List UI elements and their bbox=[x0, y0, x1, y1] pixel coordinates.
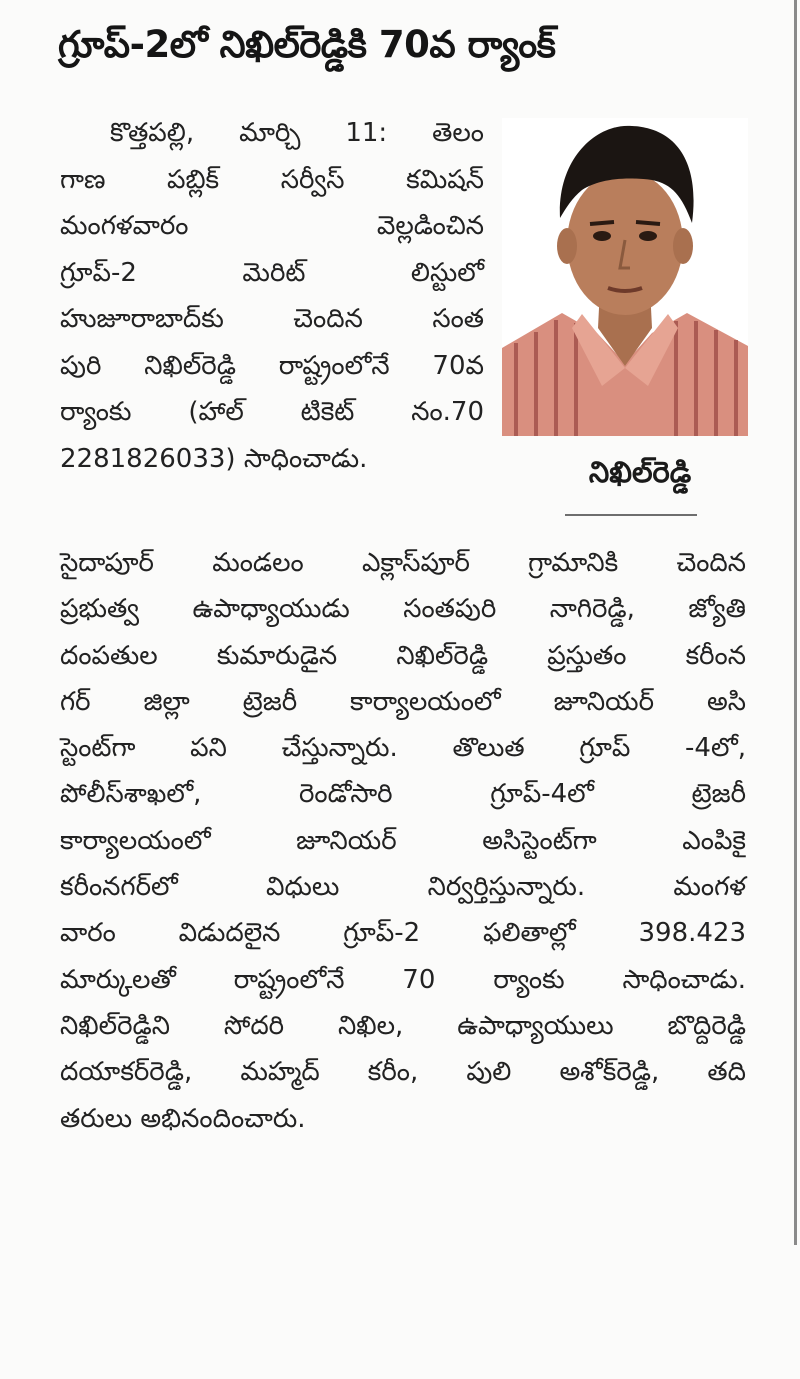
lead-line: హుజూరాబాద్‌కు చెందిన సంత bbox=[60, 304, 484, 334]
lead-line: మంగళవారం వెల్లడించిన bbox=[60, 211, 484, 241]
body-line: పోలీస్‌శాఖలో, రెండోసారి గ్రూప్-4లో ట్రెజరీ bbox=[60, 779, 746, 810]
lead-line: 2281826033) సాధించాడు. bbox=[60, 443, 368, 474]
body-line: దంపతుల కుమారుడైన నిఖిల్‌రెడ్డి ప్రస్తుతం కరీంన bbox=[60, 640, 746, 671]
body-line: గర్ జిల్లా ట్రెజరీ కార్యాలయంలో జూనియర్ అసి bbox=[60, 686, 746, 717]
lead-line: ర్యాంకు (హాల్ టికెట్ నం.70 bbox=[60, 397, 484, 427]
body-line: సైదాపూర్ మండలం ఎక్లాస్‌పూర్ గ్రామానికి చెందిన bbox=[60, 548, 746, 578]
body-line: తరులు అభినందించారు. bbox=[60, 1103, 306, 1134]
body-line: ప్రభుత్వ ఉపాధ్యాయుడు సంతపురి నాగిరెడ్డి, జ్యోతి bbox=[60, 594, 746, 625]
column-rule bbox=[794, 0, 797, 1245]
body-line: వారం విడుదలైన గ్రూప్-2 ఫలితాల్లో 398.423 bbox=[60, 918, 746, 949]
headline: గ్రూప్-2లో నిఖిల్‌రెడ్డికి 70వ ర్యాంక్ bbox=[58, 23, 556, 66]
body-line: నిఖిల్‌రెడ్డిని సోదరి నిఖిల, ఉపాధ్యాయులు బొద్దిరెడ్డి bbox=[60, 1010, 746, 1041]
portrait-photo bbox=[502, 118, 748, 436]
body-line: కార్యాలయంలో జూనియర్ అసిస్టెంట్‌గా ఎంపికై bbox=[60, 825, 746, 856]
body-line: దయాకర్‌రెడ్డి, మహ్మద్ కరీం, పులి అశోక్‌రెడ్డి, తది bbox=[60, 1057, 746, 1088]
body-line: కరీంనగర్‌లో విధులు నిర్వర్తిస్తున్నారు. మంగళ bbox=[60, 872, 746, 903]
lead-line: గ్రూప్-2 మెరిట్ లిస్టులో bbox=[60, 257, 484, 288]
portrait-illustration bbox=[502, 118, 748, 436]
body-line: మార్కులతో రాష్ట్రంలోనే 70 ర్యాంకు సాధించాడు. bbox=[60, 964, 746, 995]
body-line: స్టెంట్‌గా పని చేస్తున్నారు. తొలుత గ్రూప్ -4లో, bbox=[60, 733, 746, 764]
photo-caption: నిఖిల్‌రెడ్డి bbox=[588, 455, 692, 489]
lead-line: పురి నిఖిల్‌రెడ్డి రాష్ట్రంలోనే 70వ bbox=[60, 350, 484, 381]
lead-line: కొత్తపల్లి, మార్చి 11: తెలం bbox=[110, 118, 484, 148]
lead-line: గాణ పబ్లిక్ సర్వీస్ కమిషన్ bbox=[60, 164, 484, 195]
caption-underline bbox=[565, 514, 697, 516]
lead-paragraph bbox=[60, 110, 484, 482]
body-paragraph bbox=[60, 540, 746, 1142]
